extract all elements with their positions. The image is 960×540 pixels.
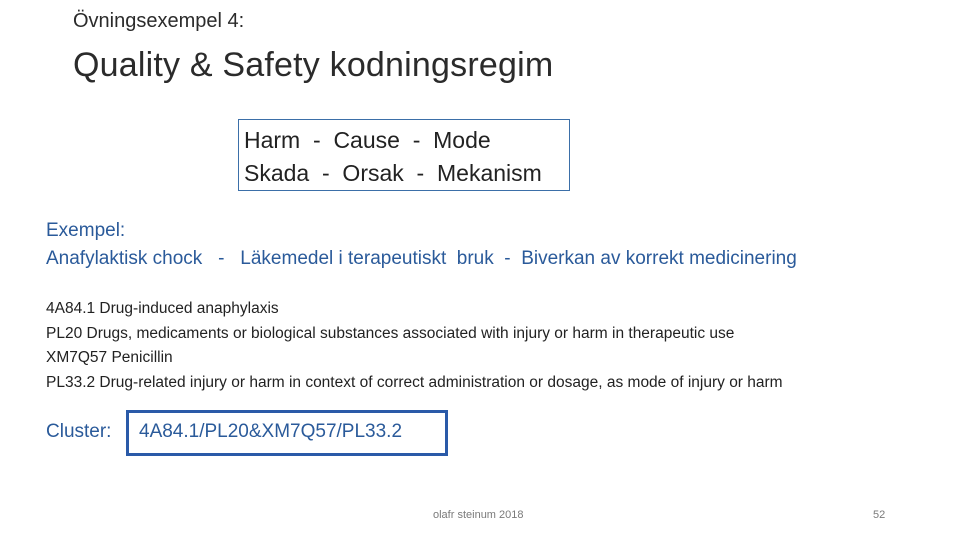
example-line: Anafylaktisk chock - Läkemedel i terapeutiskt bruk - Biverkan av korrekt medicinering <box>46 248 797 269</box>
hcm-swedish-line: Skada - Orsak - Mekanism <box>244 160 542 186</box>
cluster-code-box: 4A84.1/PL20&XM7Q57/PL33.2 <box>126 410 448 456</box>
slide-subtitle: Övningsexempel 4: <box>73 10 245 32</box>
slide-number: 52 <box>873 509 886 521</box>
cluster-label: Cluster: <box>46 421 112 442</box>
footer-author: olafr steinum 2018 <box>433 509 524 521</box>
code-list <box>46 297 783 395</box>
example-label: Exempel: <box>46 220 126 241</box>
code-line-pl33: PL33.2 Drug-related injury or harm in context of correct administration or dosage, as mode of injury or harm <box>46 373 783 391</box>
harm-cause-mode-box <box>238 119 570 191</box>
slide-title: Quality & Safety kodningsregim <box>73 46 554 84</box>
code-line-4a84: 4A84.1 Drug-induced anaphylaxis <box>46 300 279 317</box>
code-line-pl20: PL20 Drugs, medicaments or biological substances associated with injury or harm in therapeutic use <box>46 324 735 342</box>
code-line-xm7q57: XM7Q57 Penicillin <box>46 349 173 366</box>
hcm-english-line: Harm - Cause - Mode <box>244 127 491 153</box>
